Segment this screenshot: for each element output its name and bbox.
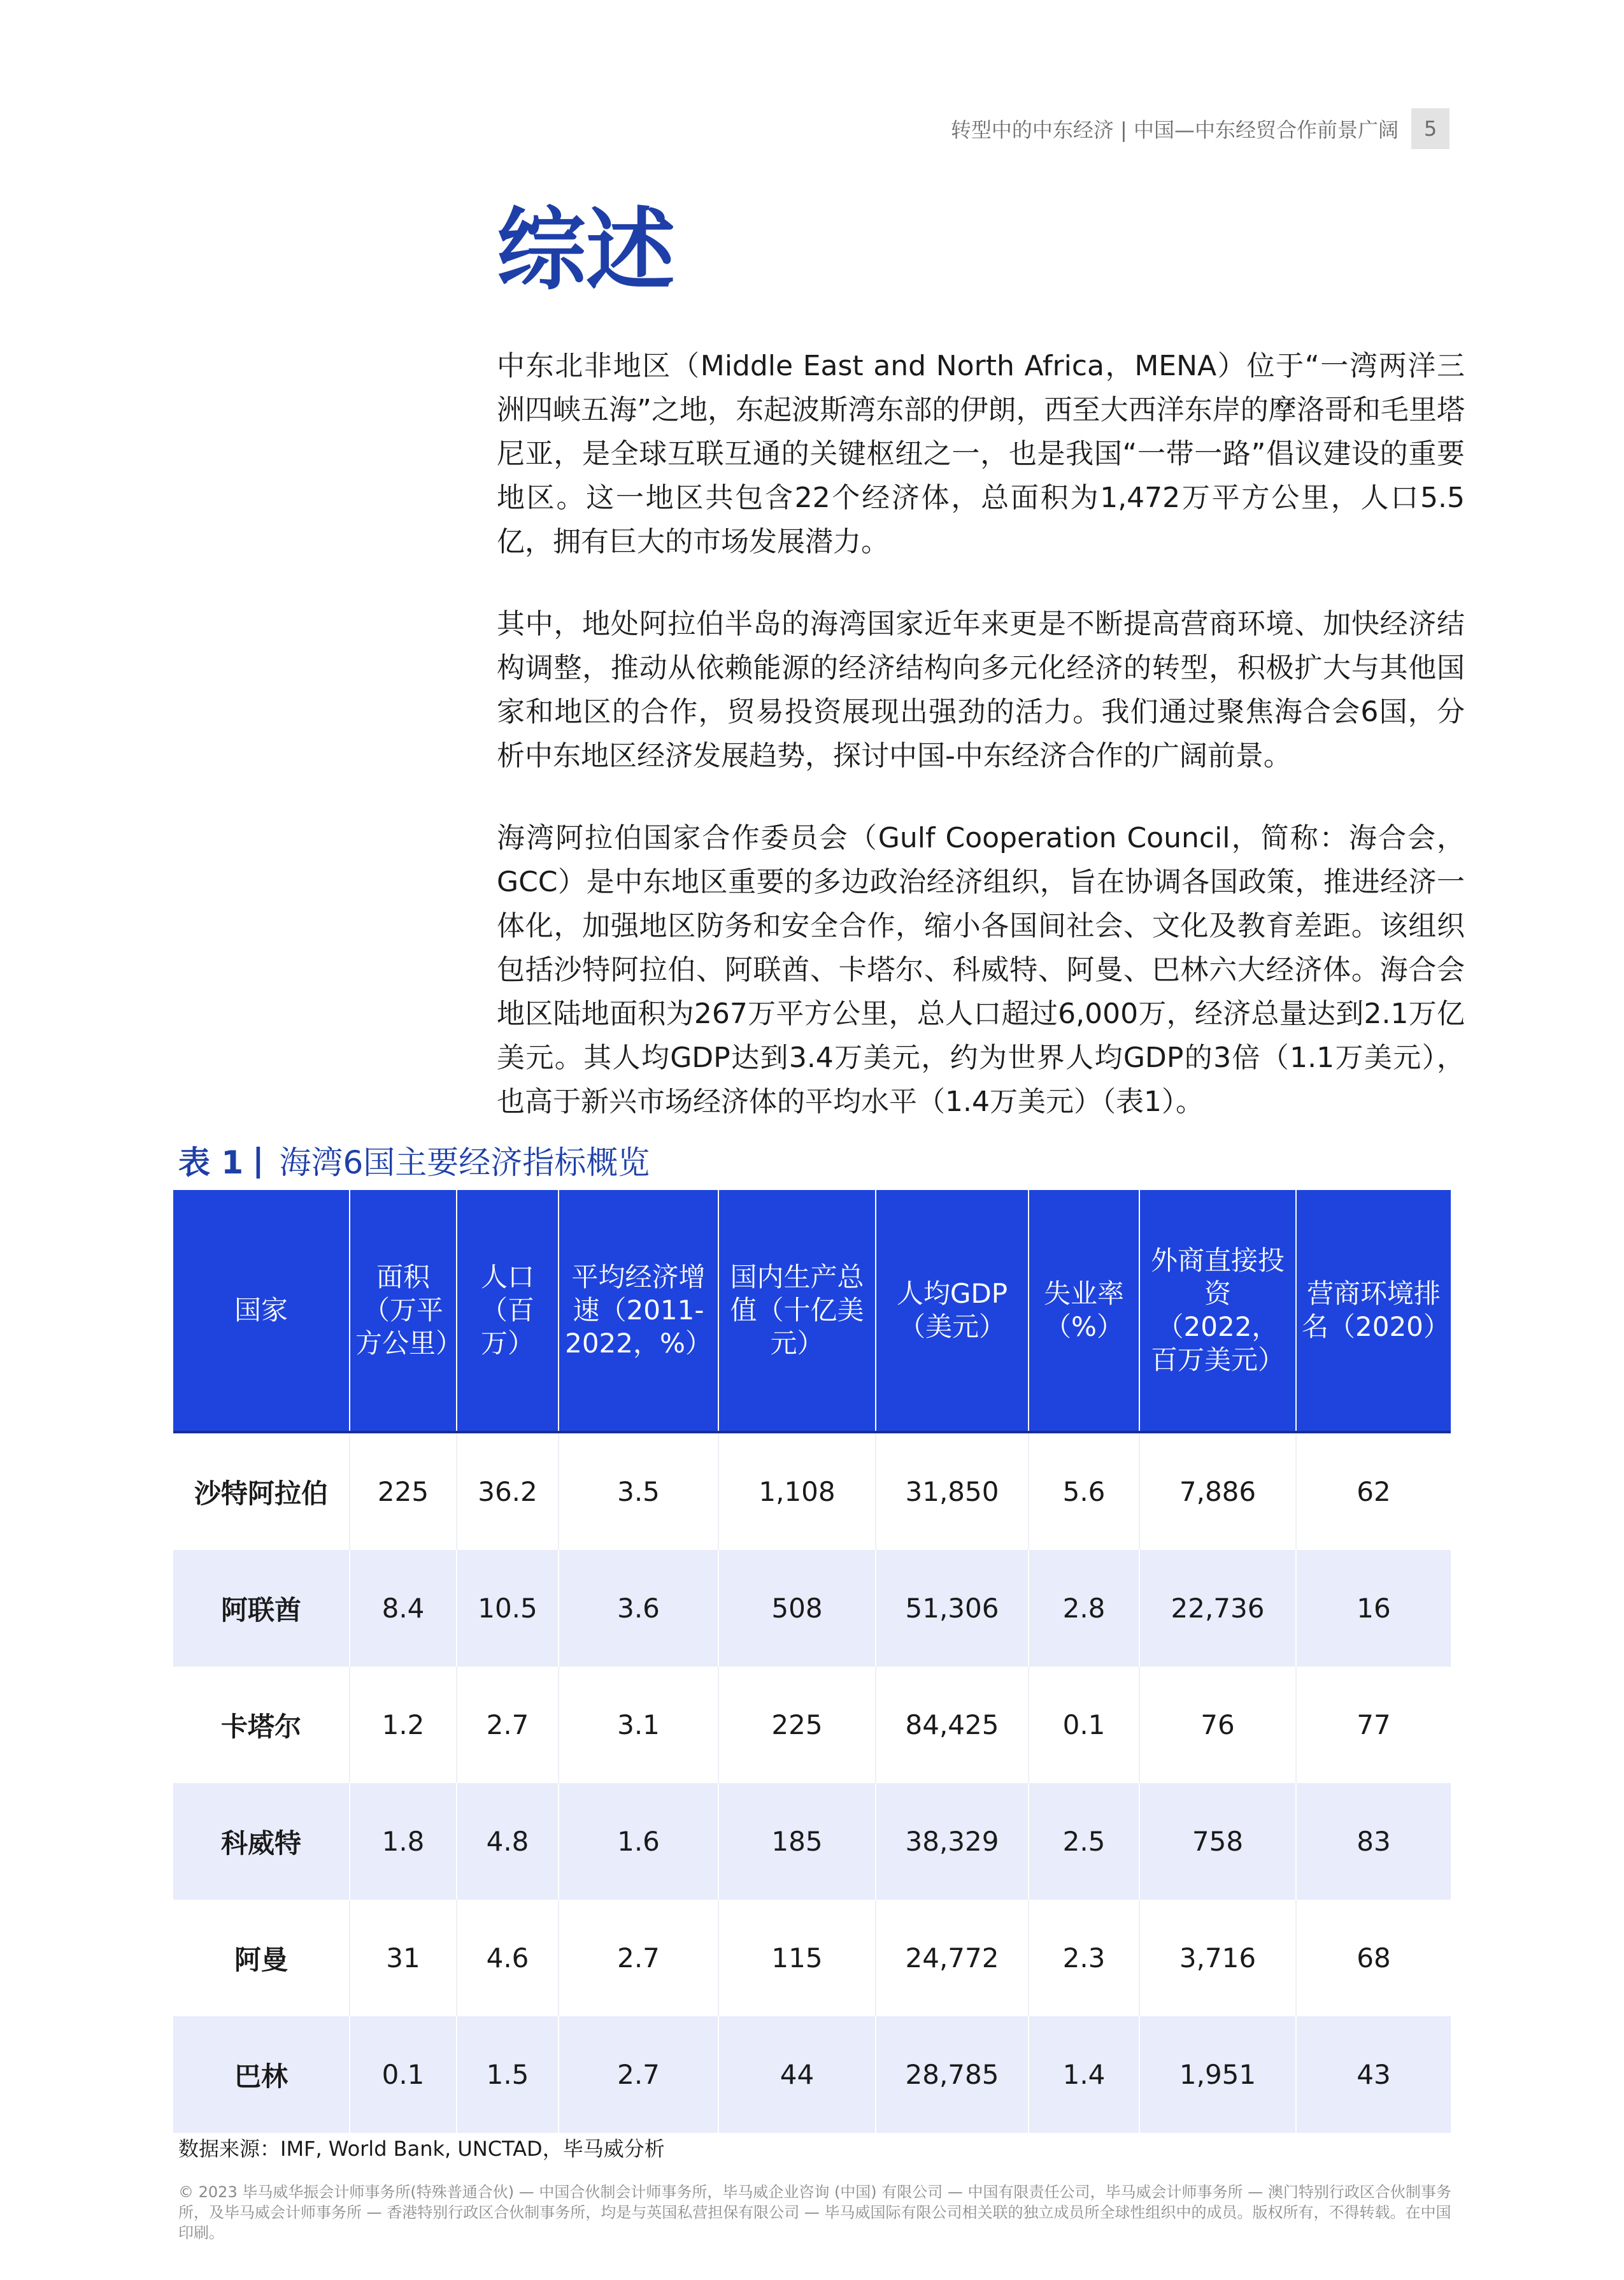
header-text: 转型中的中东经济 | 中国—中东经贸合作前景广阔 [950, 118, 1399, 142]
header-growth: 平均经济增速（2011-2022，%） [559, 1190, 718, 1432]
cell: 10.5 [457, 1550, 559, 1667]
page-title: 综述 [497, 199, 676, 303]
header-gdp: 国内生产总值（十亿美元） [718, 1190, 876, 1432]
cell: 43 [1296, 2016, 1451, 2133]
cell: 77 [1296, 1667, 1451, 1783]
table-row [173, 1432, 1451, 1550]
cell: 3.1 [559, 1667, 718, 1783]
table-row [173, 1900, 1451, 2016]
cell: 38,329 [876, 1783, 1029, 1900]
cell: 8.4 [350, 1550, 457, 1667]
cell: 1.5 [457, 2016, 559, 2133]
table-caption-number: 表 1 [178, 1144, 244, 1181]
cell: 36.2 [457, 1432, 559, 1550]
cell: 2.7 [559, 2016, 718, 2133]
cell: 4.6 [457, 1900, 559, 2016]
cell: 22,736 [1139, 1550, 1296, 1667]
cell: 68 [1296, 1900, 1451, 2016]
paragraph-2: 其中，地处阿拉伯半岛的海湾国家近年来更是不断提高营商环境、加快经济结构调整，推动从依赖能源的经济结构向多元化经济的转型，积极扩大与其他国家和地区的合作，贸易投资展现出强劲的活力。我们通过聚焦海合会6国，分析中东地区经济发展趋势，探讨中国-中东经济合作的广阔前景。 [497, 608, 1465, 772]
cell: 83 [1296, 1783, 1451, 1900]
cell: 科威特 [173, 1783, 350, 1900]
cell: 3.5 [559, 1432, 718, 1550]
cell: 115 [718, 1900, 876, 2016]
cell: 508 [718, 1550, 876, 1667]
cell: 185 [718, 1783, 876, 1900]
economic-indicators-table [173, 1190, 1451, 2133]
page-number-badge: 5 [1411, 108, 1449, 149]
cell: 84,425 [876, 1667, 1029, 1783]
cell: 2.3 [1029, 1900, 1139, 2016]
cell: 1,108 [718, 1432, 876, 1550]
header-business-ranking: 营商环境排名（2020） [1296, 1190, 1451, 1432]
table-header-row [173, 1190, 1451, 1432]
header-country: 国家 [173, 1190, 350, 1432]
table-row [173, 1783, 1451, 1900]
header-population: 人口（百万） [457, 1190, 559, 1432]
page-header [951, 110, 1449, 148]
cell: 巴林 [173, 2016, 350, 2133]
copyright-footer: © 2023 毕马威华振会计师事务所(特殊普通合伙) — 中国合伙制会计师事务所，毕马威企业咨询 (中国) 有限公司 — 中国有限责任公司，毕马威会计师事务所 — 澳门特别行政区合伙制事务所，及毕马威会计师事务所 — 香港特别行政区合伙制事务所，均是与英国私营担保有限公司 — 毕马威国际有限公司相关联的独立成员所全球性组织中的成员。版权所有，不得转载。在中国印刷。 [178, 2183, 1451, 2242]
cell: 1.4 [1029, 2016, 1139, 2133]
cell: 758 [1139, 1783, 1296, 1900]
cell: 3.6 [559, 1550, 718, 1667]
table-caption-title: 海湾6国主要经济指标概览 [279, 1144, 650, 1181]
cell: 225 [718, 1667, 876, 1783]
cell: 225 [350, 1432, 457, 1550]
cell: 阿联酋 [173, 1550, 350, 1667]
cell: 1.8 [350, 1783, 457, 1900]
cell: 卡塔尔 [173, 1667, 350, 1783]
table-row [173, 2016, 1451, 2133]
table-caption [178, 1137, 650, 1183]
cell: 1.2 [350, 1667, 457, 1783]
cell: 51,306 [876, 1550, 1029, 1667]
header-area: 面积（万平方公里） [350, 1190, 457, 1432]
cell: 31,850 [876, 1432, 1029, 1550]
cell: 0.1 [1029, 1667, 1139, 1783]
paragraph-1: 中东北非地区（Middle East and North Africa，MENA）位于“一湾两洋三洲四峡五海”之地，东起波斯湾东部的伊朗，西至大西洋东岸的摩洛哥和毛里塔尼亚，是全球互联互通的关键枢纽之一，也是我国“一带一路”倡议建设的重要地区。这一地区共包含22个经济体，总面积为1,472万平方公里，人口5.5亿，拥有巨大的市场发展潜力。 [497, 350, 1465, 558]
cell: 16 [1296, 1550, 1451, 1667]
cell: 76 [1139, 1667, 1296, 1783]
cell: 4.8 [457, 1783, 559, 1900]
cell: 1.6 [559, 1783, 718, 1900]
cell: 沙特阿拉伯 [173, 1432, 350, 1550]
data-source-note: 数据来源：IMF, World Bank, UNCTAD，毕马威分析 [178, 2137, 665, 2161]
cell: 5.6 [1029, 1432, 1139, 1550]
header-gdp-per-capita: 人均GDP（美元） [876, 1190, 1029, 1432]
cell: 2.8 [1029, 1550, 1139, 1667]
header-fdi: 外商直接投资（2022，百万美元） [1139, 1190, 1296, 1432]
table-caption-separator: | [252, 1142, 264, 1179]
body-text [497, 344, 1465, 1162]
cell: 31 [350, 1900, 457, 2016]
cell: 28,785 [876, 2016, 1029, 2133]
cell: 2.7 [457, 1667, 559, 1783]
cell: 3,716 [1139, 1900, 1296, 2016]
table-row [173, 1667, 1451, 1783]
cell: 62 [1296, 1432, 1451, 1550]
paragraph-3: 海湾阿拉伯国家合作委员会（Gulf Cooperation Council，简称：海合会，GCC）是中东地区重要的多边政治经济组织，旨在协调各国政策，推进经济一体化，加强地区防务和安全合作，缩小各国间社会、文化及教育差距。该组织包括沙特阿拉伯、阿联酋、卡塔尔、科威特、阿曼、巴林六大经济体。海合会地区陆地面积为267万平方公里，总人口超过6,000万，经济总量达到2.1万亿美元。其人均GDP达到3.4万美元，约为世界人均GDP的3倍（1.1万美元），也高于新兴市场经济体的平均水平（1.4万美元）（表1）。 [497, 822, 1465, 1118]
cell: 44 [718, 2016, 876, 2133]
cell: 24,772 [876, 1900, 1029, 2016]
cell: 7,886 [1139, 1432, 1296, 1550]
cell: 阿曼 [173, 1900, 350, 2016]
cell: 1,951 [1139, 2016, 1296, 2133]
cell: 0.1 [350, 2016, 457, 2133]
cell: 2.5 [1029, 1783, 1139, 1900]
table-row [173, 1550, 1451, 1667]
cell: 2.7 [559, 1900, 718, 2016]
header-unemployment: 失业率（%） [1029, 1190, 1139, 1432]
